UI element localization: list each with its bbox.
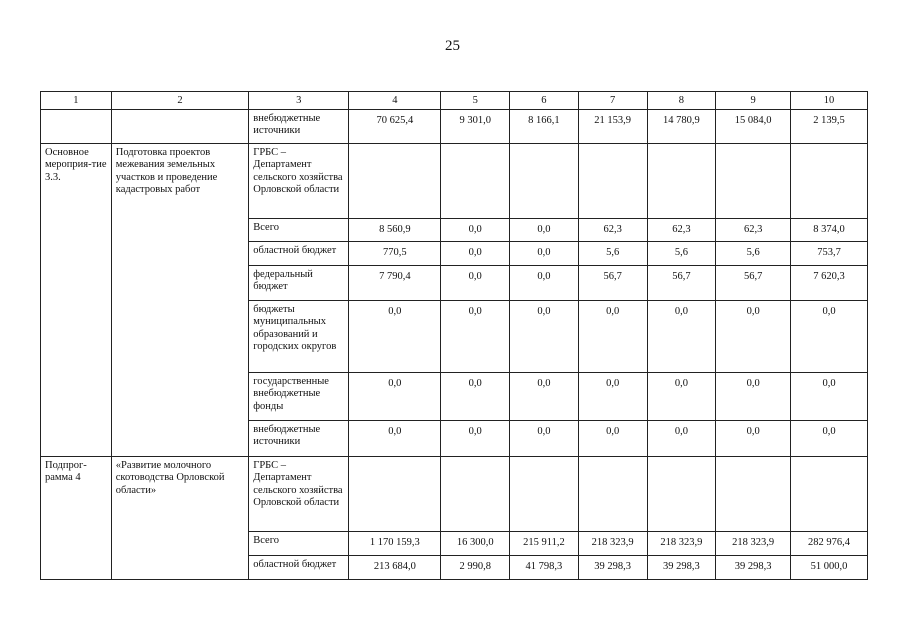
value-cell: 70 625,4 — [349, 109, 441, 143]
value-cell: 62,3 — [716, 218, 791, 241]
empty-cell — [441, 456, 510, 531]
value-cell: 0,0 — [791, 420, 868, 456]
value-cell: 0,0 — [510, 372, 579, 420]
empty-cell — [791, 143, 868, 218]
header-row — [41, 92, 868, 110]
value-cell: 39 298,3 — [716, 555, 791, 579]
value-cell: 62,3 — [578, 218, 647, 241]
value-cell: 8 560,9 — [349, 218, 441, 241]
value-cell: 0,0 — [578, 300, 647, 372]
value-cell: 8 166,1 — [510, 109, 579, 143]
value-cell: 0,0 — [791, 372, 868, 420]
row-label: внебюджетные источники — [249, 420, 349, 456]
value-cell: 0,0 — [578, 372, 647, 420]
table-row — [41, 456, 868, 531]
measure-description: Подготовка проектов межевания земельных участков и проведение кадастровых работ — [111, 143, 248, 456]
subprogram-name: Подпрог-рамма 4 — [41, 456, 112, 579]
value-cell: 0,0 — [349, 420, 441, 456]
value-cell: 213 684,0 — [349, 555, 441, 579]
value-cell: 0,0 — [349, 300, 441, 372]
header-cell: 2 — [111, 92, 248, 110]
row-label: ГРБС – Департамент сельского хозяйства Орловской области — [249, 143, 349, 218]
empty-cell — [647, 143, 716, 218]
empty-cell — [716, 456, 791, 531]
value-cell: 8 374,0 — [791, 218, 868, 241]
value-cell: 2 990,8 — [441, 555, 510, 579]
header-cell: 3 — [249, 92, 349, 110]
value-cell: 15 084,0 — [716, 109, 791, 143]
empty-cell — [349, 143, 441, 218]
subprogram-description: «Развитие молочного скотоводства Орловской области» — [111, 456, 248, 579]
value-cell: 41 798,3 — [510, 555, 579, 579]
value-cell: 0,0 — [441, 420, 510, 456]
value-cell: 0,0 — [441, 372, 510, 420]
header-cell: 10 — [791, 92, 868, 110]
row-label: федеральный бюджет — [249, 265, 349, 300]
page-number: 25 — [445, 38, 460, 54]
value-cell: 56,7 — [647, 265, 716, 300]
value-cell: 0,0 — [716, 420, 791, 456]
table-row — [41, 109, 868, 143]
measure-name: Основное мероприя-тие 3.3. — [41, 143, 112, 456]
value-cell: 2 139,5 — [791, 109, 868, 143]
table-row — [41, 143, 868, 218]
value-cell: 21 153,9 — [578, 109, 647, 143]
value-cell: 5,6 — [647, 241, 716, 265]
value-cell: 0,0 — [441, 218, 510, 241]
budget-table — [40, 91, 868, 580]
value-cell: 0,0 — [510, 300, 579, 372]
header-cell: 9 — [716, 92, 791, 110]
empty-cell — [510, 456, 579, 531]
value-cell: 5,6 — [578, 241, 647, 265]
empty-cell — [578, 143, 647, 218]
value-cell: 16 300,0 — [441, 531, 510, 555]
value-cell: 14 780,9 — [647, 109, 716, 143]
header-cell: 8 — [647, 92, 716, 110]
value-cell: 56,7 — [578, 265, 647, 300]
row-label: внебюджетные источники — [249, 109, 349, 143]
empty-cell — [111, 109, 248, 143]
empty-cell — [441, 143, 510, 218]
empty-cell — [647, 456, 716, 531]
row-label: Всего — [249, 218, 349, 241]
value-cell: 0,0 — [647, 372, 716, 420]
value-cell: 51 000,0 — [791, 555, 868, 579]
header-cell: 7 — [578, 92, 647, 110]
value-cell: 0,0 — [349, 372, 441, 420]
value-cell: 0,0 — [510, 218, 579, 241]
empty-cell — [716, 143, 791, 218]
value-cell: 9 301,0 — [441, 109, 510, 143]
value-cell: 7 620,3 — [791, 265, 868, 300]
value-cell: 0,0 — [441, 241, 510, 265]
empty-cell — [791, 456, 868, 531]
value-cell: 0,0 — [791, 300, 868, 372]
empty-cell — [578, 456, 647, 531]
row-label: бюджеты муниципальных образований и городских округов — [249, 300, 349, 372]
value-cell: 0,0 — [578, 420, 647, 456]
header-cell: 5 — [441, 92, 510, 110]
row-label: областной бюджет — [249, 555, 349, 579]
value-cell: 56,7 — [716, 265, 791, 300]
value-cell: 0,0 — [716, 372, 791, 420]
header-cell: 1 — [41, 92, 112, 110]
value-cell: 7 790,4 — [349, 265, 441, 300]
value-cell: 753,7 — [791, 241, 868, 265]
value-cell: 218 323,9 — [647, 531, 716, 555]
value-cell: 0,0 — [510, 241, 579, 265]
empty-cell — [41, 109, 112, 143]
value-cell: 0,0 — [441, 265, 510, 300]
value-cell: 1 170 159,3 — [349, 531, 441, 555]
value-cell: 62,3 — [647, 218, 716, 241]
value-cell: 39 298,3 — [647, 555, 716, 579]
header-cell: 6 — [510, 92, 579, 110]
value-cell: 215 911,2 — [510, 531, 579, 555]
value-cell: 5,6 — [716, 241, 791, 265]
row-label: ГРБС – Департамент сельского хозяйства Орловской области — [249, 456, 349, 531]
empty-cell — [510, 143, 579, 218]
value-cell: 0,0 — [510, 265, 579, 300]
row-label: Всего — [249, 531, 349, 555]
header-cell: 4 — [349, 92, 441, 110]
value-cell: 0,0 — [647, 420, 716, 456]
row-label: областной бюджет — [249, 241, 349, 265]
value-cell: 0,0 — [510, 420, 579, 456]
value-cell: 218 323,9 — [578, 531, 647, 555]
value-cell: 0,0 — [716, 300, 791, 372]
value-cell: 770,5 — [349, 241, 441, 265]
value-cell: 39 298,3 — [578, 555, 647, 579]
value-cell: 0,0 — [441, 300, 510, 372]
value-cell: 0,0 — [647, 300, 716, 372]
value-cell: 282 976,4 — [791, 531, 868, 555]
row-label: государственные внебюджетные фонды — [249, 372, 349, 420]
value-cell: 218 323,9 — [716, 531, 791, 555]
empty-cell — [349, 456, 441, 531]
